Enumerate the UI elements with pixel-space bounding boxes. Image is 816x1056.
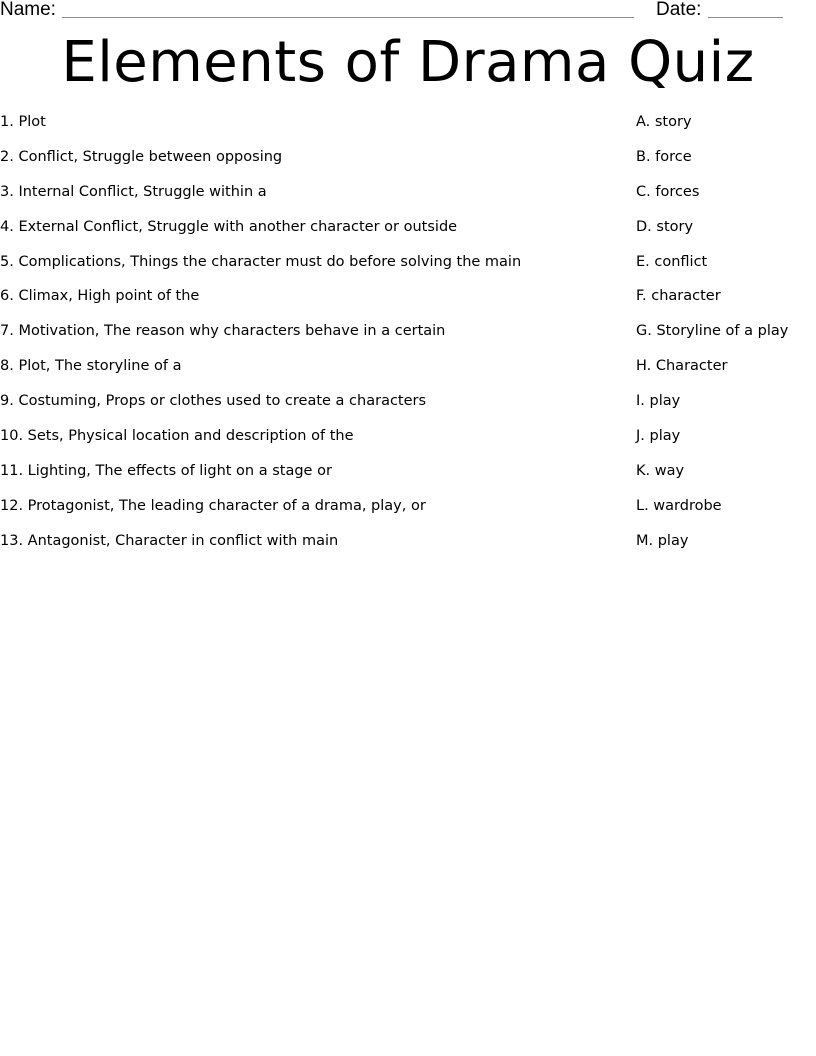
answer-item: D. story [636, 218, 694, 235]
date-blank-line [708, 17, 783, 18]
question-item: 5. Complications, Things the character must do before solving the main [0, 253, 522, 270]
answer-item: F. character [636, 288, 721, 305]
question-item: 1. Plot [0, 114, 46, 130]
question-item: 12. Protagonist, The leading character of a drama, play, or [0, 497, 426, 514]
answer-list [636, 112, 816, 566]
answer-item: C. forces [636, 183, 700, 200]
question-item: 4. External Conflict, Struggle with another character or outside [0, 218, 458, 235]
question-item: 9. Costuming, Props or clothes used to create a characters [0, 393, 427, 410]
question-item: 10. Sets, Physical location and description of the [0, 428, 354, 445]
answer-item: G. Storyline of a play [636, 323, 789, 340]
answer-item: E. conflict [636, 253, 708, 270]
name-label: Name: [0, 0, 56, 20]
date-label: Date: [656, 0, 702, 20]
answer-item: I. play [636, 393, 681, 410]
question-item: 8. Plot, The storyline of a [0, 358, 182, 375]
answer-item: L. wardrobe [636, 497, 722, 514]
answer-item: B. force [636, 148, 692, 165]
question-item: 2. Conflict, Struggle between opposing [0, 148, 283, 165]
question-item: 11. Lighting, The effects of light on a stage or [0, 462, 332, 479]
name-blank-line [62, 17, 634, 18]
question-item: 3. Internal Conflict, Struggle within a [0, 183, 267, 200]
question-item: 7. Motivation, The reason why characters behave in a certain [0, 323, 446, 340]
page-title: Elements of Drama Quiz [61, 30, 755, 95]
question-item: 6. Climax, High point of the [0, 288, 200, 305]
answer-item: J. play [636, 428, 681, 445]
header [0, 0, 816, 22]
answer-item: H. Character [636, 358, 728, 375]
answer-item: K. way [636, 462, 685, 479]
question-list [0, 112, 620, 566]
answer-item: M. play [636, 532, 689, 549]
question-item: 13. Antagonist, Character in conflict with main [0, 532, 339, 549]
answer-item: A. story [636, 114, 692, 130]
